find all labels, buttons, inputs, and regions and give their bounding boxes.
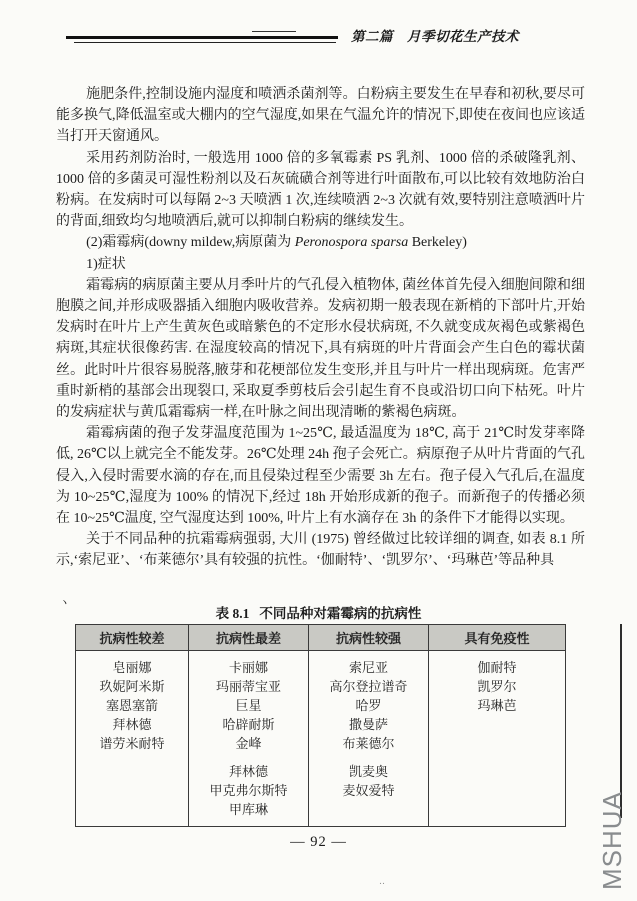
table-cell: 哈辟耐斯 bbox=[189, 715, 309, 734]
table-row bbox=[76, 753, 566, 781]
table-cell: 皂丽娜 bbox=[76, 651, 189, 678]
table-cell: 玛琳芭 bbox=[477, 698, 517, 713]
text-segment: 关于不同品种的抗霜霉病强弱, 大川 (1975) 曾经做过比较详细的调查, 如表 8.1 所示,‘索尼亚’、‘布莱德尔’具有较强的抗性。‘伽耐特’、‘凯罗尔’、‘玛琳芭’等品种具 bbox=[56, 532, 585, 569]
table-cell bbox=[76, 800, 189, 827]
table-cell: 哈罗 bbox=[309, 696, 429, 715]
table-row bbox=[76, 677, 566, 696]
table-cell: 塞恩塞箭 bbox=[76, 696, 189, 715]
table-cell: 凯罗尔 bbox=[477, 679, 517, 694]
table-cell bbox=[429, 800, 566, 827]
body-text bbox=[56, 84, 585, 572]
column-header-3: 抗病性较强 bbox=[309, 625, 429, 651]
table-cell: 卡丽娜 bbox=[189, 651, 309, 678]
header-rule-thick bbox=[66, 36, 338, 39]
running-header-title: 第二篇 月季切花生产技术 bbox=[351, 29, 519, 44]
scan-speck: ‥ bbox=[379, 876, 389, 886]
para-downy-mildew-heading bbox=[56, 232, 585, 253]
table-cell: 玛丽蒂宝亚 bbox=[189, 677, 309, 696]
table-cell: 谱劳米耐特 bbox=[76, 734, 189, 753]
table-cell: 布莱德尔 bbox=[309, 734, 429, 753]
table-cell: 拜林德 bbox=[76, 715, 189, 734]
para-cultivar-resistance bbox=[56, 529, 585, 571]
table-cell: 甲克弗尔斯特 bbox=[189, 781, 309, 800]
column-header-1: 抗病性较差 bbox=[76, 625, 189, 651]
header-rule-tick bbox=[252, 31, 296, 32]
table-cell bbox=[76, 781, 189, 800]
table-cell: 撒曼萨 bbox=[309, 715, 429, 734]
table-row bbox=[76, 800, 566, 827]
table-cell: 索尼亚 bbox=[309, 651, 429, 678]
species-name-italic: Peronospora sparsa bbox=[294, 235, 409, 251]
header-rule-thin bbox=[74, 42, 336, 43]
resistance-table bbox=[75, 624, 566, 827]
table-row bbox=[76, 651, 566, 678]
para-chemical-control bbox=[56, 148, 585, 233]
stray-scan-mark: ヽ bbox=[59, 597, 70, 609]
table-cell: 甲库琳 bbox=[189, 800, 309, 827]
table-caption-label: 表 8.1 bbox=[215, 606, 250, 621]
para-spore-conditions bbox=[56, 423, 585, 529]
table-cell bbox=[429, 715, 566, 734]
text-segment: 霜霉病的病原菌主要从月季叶片的气孔侵入植物体, 菌丝体首先侵入细胞间隙和细胞膜之间,并形成吸器插入细胞内吸收营养。发病初期一般表现在新梢的下部叶片,开始发病时在叶片上产生黄灰色或暗紫色的不定形水侵状病斑, 不久就变成灰褐色或紫褐色病斑,其症状很像药害. 在湿度较高的情况下,具有病斑的叶片背面会产生白色的霉状菌丝。此时叶片很容易脱落,腋芽和花梗部位发生变形,并且与叶片一样出现病斑。危害严重时新梢的基部会出现裂口, 采取夏季剪枝后会引起生育不良或沿切口向下枯死。叶片的发病症状与黄瓜霜霉病一样,在叶脉之间出现清晰的紫褐色病斑。 bbox=[56, 277, 585, 421]
column-header-2: 抗病性最差 bbox=[189, 625, 309, 651]
text-segment: (2)霜霉病(downy mildew,病原菌为 bbox=[86, 235, 295, 251]
table-cell: 拜林德 bbox=[189, 753, 309, 781]
text-segment: 霜霉病菌的孢子发芽温度范围为 1~25℃, 最适温度为 18℃, 高于 21℃时发芽率降低, 26℃以上就完全不能发芽。26℃处理 24h 孢子会死亡。病原孢子从叶片背面的气孔侵入,入侵时需要水滴的存在,而且侵染过程至少需要 3h 左右。孢子侵入气孔后,在温度为 10~25℃,湿度为 100% 的情况下,经过 18h 开始形成新的孢子。而新孢子的传播必须在 10~25℃温度, 空气湿度达到 100%, 叶片上有水滴存在 3h 的条件下才能得以实现。 bbox=[56, 426, 585, 527]
text-segment: 施肥条件,控制设施内湿度和喷洒杀菌剂等。白粉病主要发生在早春和初秋,要尽可能多换气,降低温室或大棚内的空气湿度,如果在气温允许的情况下,即使在夜间也应该适当打开天窗通风。 bbox=[56, 87, 585, 145]
table-cell: 凯麦奥 bbox=[309, 753, 429, 781]
table-cell: 金峰 bbox=[189, 734, 309, 753]
text-segment: 采用药剂防治时, 一般选用 1000 倍的多氧霉素 PS 乳剂、1000 倍的杀破隆乳剂、1000 倍的多菌灵可湿性粉剂以及石灰硫磺合剂等进行叶面散布,可以比较有效地防治白粉病。在发病时可以每隔 2~3 天喷洒 1 次,连续喷洒 2~3 次就有效,要特别注意喷洒叶片的背面,细致均匀地喷洒后,就可以抑制白粉病的继续发生。 bbox=[56, 150, 585, 230]
table-cell: 高尔登拉谱奇 bbox=[309, 677, 429, 696]
watermark: MSHUA bbox=[597, 791, 627, 890]
para-powdery-mildew-prevention bbox=[56, 84, 585, 148]
page-number: — 92 — bbox=[290, 834, 347, 850]
table-row bbox=[76, 715, 566, 734]
resistance-table-body bbox=[76, 651, 566, 827]
resistance-table-header bbox=[76, 625, 566, 651]
column-header-4: 具有免疫性 bbox=[429, 625, 566, 651]
table-cell: 伽耐特 bbox=[477, 660, 517, 675]
para-symptom-heading bbox=[56, 254, 585, 275]
table-cell bbox=[429, 781, 566, 800]
table-cell bbox=[429, 734, 566, 753]
table-row bbox=[76, 734, 566, 753]
table-cell bbox=[429, 753, 566, 781]
table-cell: 巨星 bbox=[189, 696, 309, 715]
table-cell: 玖妮阿米斯 bbox=[76, 677, 189, 696]
table-cell: 麦奴爱特 bbox=[309, 781, 429, 800]
table-cell bbox=[309, 800, 429, 827]
table-caption bbox=[0, 602, 637, 622]
text-segment: 1)症状 bbox=[86, 256, 126, 272]
table-row bbox=[76, 696, 566, 715]
table-caption-title: 不同品种对霜霉病的抗病性 bbox=[259, 606, 422, 621]
table-header-row bbox=[76, 625, 566, 651]
para-symptom-description bbox=[56, 275, 585, 423]
text-segment: Berkeley) bbox=[408, 235, 467, 251]
table-cell bbox=[76, 753, 189, 781]
table-row bbox=[76, 781, 566, 800]
